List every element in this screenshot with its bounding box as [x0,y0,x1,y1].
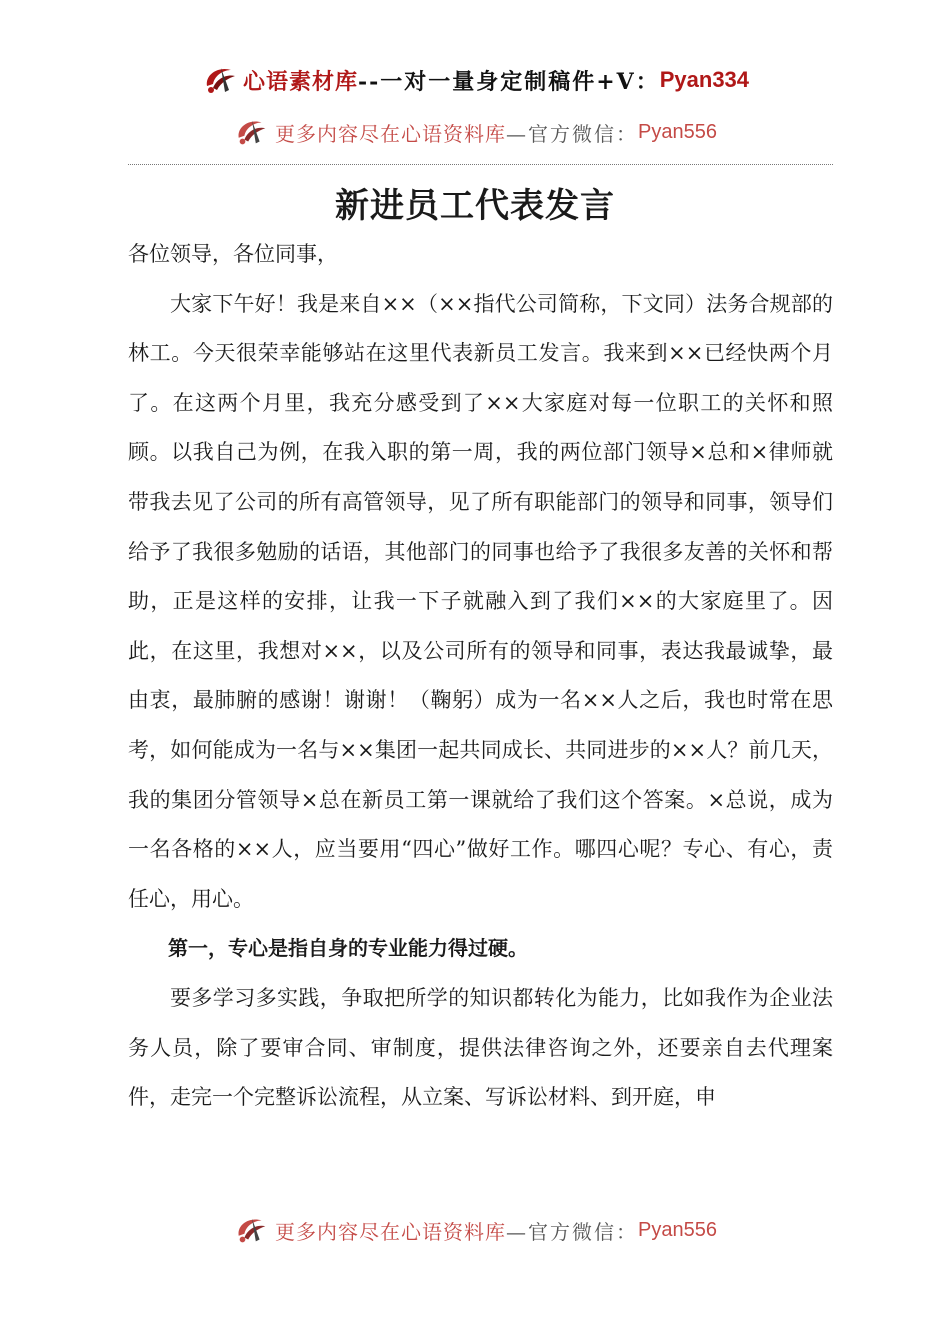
paragraph: 大家下午好！我是来自××（××指代公司简称，下文同）法务合规部的林工。今天很荣幸能够站在这里代表新员工发言。我来到××已经快两个月了。在这两个月里，我充分感受到了××大家庭对每一位职工的关怀和照顾。以我自己为例，在我入职的第一周，我的两位部门领导×总和×律师就带我去见了公司的所有高管领导，见了所有职能部门的领导和同事，领导们给予了我很多勉励的话语，其他部门的同事也给予了我很多友善的关怀和帮助，正是这样的安排，让我一下子就融入到了我们××的大家庭里了。因此，在这里，我想对××，以及公司所有的领导和同事，表达我最诚挚，最由衷，最肺腑的感谢！谢谢！（鞠躬）成为一名××人之后，我也时常在思考，如何能成为一名与××集团一起共同成长、共同进步的××人？前几天，我的集团分管领导×总在新员工第一课就给了我们这个答案。×总说，成为一名各格的××人，应当要用“四心”做好工作。哪四心呢？专心、有心，责任心，用心。 [128,291,833,911]
section-heading: 第一，专心是指自身的专业能力得过硬。 [168,936,528,961]
header-brand: 心语素材库 [242,68,358,95]
watermark-suffix: —官方微信： [506,121,639,146]
header-contact: Pyan334 [659,67,750,92]
pen-logo-icon [233,1211,271,1249]
watermark-top [0,110,950,154]
watermark-text: 更多内容尽在心语资料库 [275,121,507,146]
watermark-suffix: —官方微信： [506,1219,639,1244]
watermark-id: Pyan556 [638,120,717,143]
header-banner [0,60,950,100]
pen-logo-icon [233,113,271,151]
pen-logo-icon [201,60,241,100]
paragraph: 要多学习多实践，争取把所学的知识都转化为能力，比如我作为企业法务人员，除了要审合同、审制度，提供法律咨询之外，还要亲自去代理案件，走完一个完整诉讼流程，从立案、写诉讼材料、到开庭，申 [128,985,833,1110]
document-body [128,230,833,1123]
document-title: 新进员工代表发言 [335,186,615,226]
watermark-text: 更多内容尽在心语资料库 [275,1219,507,1244]
watermark-bottom [0,1208,950,1252]
greeting: 各位领导，各位同事， [128,242,338,266]
watermark-id: Pyan556 [638,1218,717,1241]
header-divider [128,164,833,165]
header-slogan: --一对一量身定制稿件+V： [357,68,660,95]
